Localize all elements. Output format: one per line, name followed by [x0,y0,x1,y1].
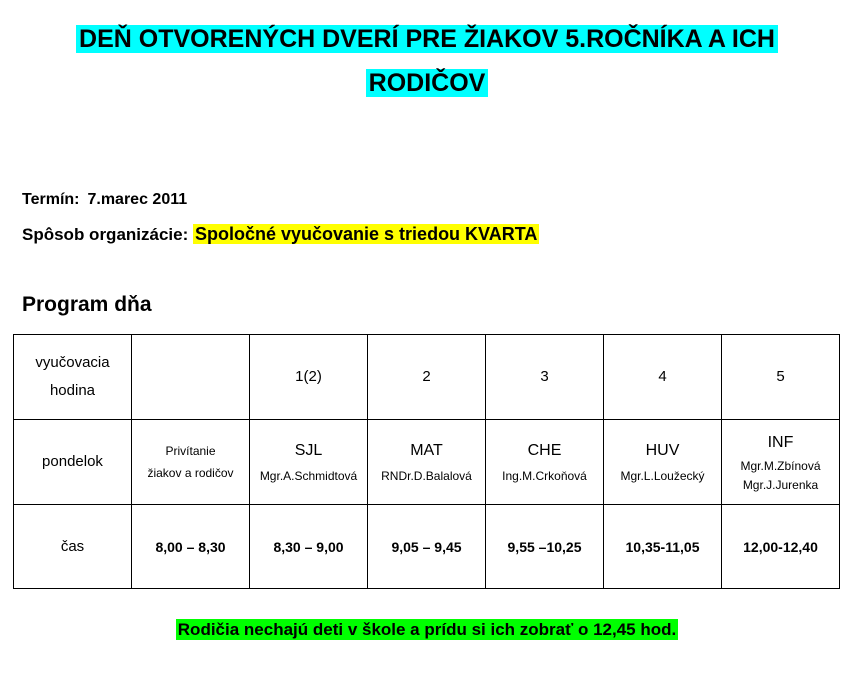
program-heading: Program dňa [22,293,152,316]
label-line: hodina [49,382,96,399]
subject-name: HUV [645,442,680,459]
row-label-hodina [14,335,132,420]
termin-date: 7.marec 2011 [87,191,188,208]
sposob-label: Spôsob organizácie: [22,225,189,244]
table-row-pondelok [14,420,840,505]
welcome-line: Privítanie [165,444,216,458]
termin-line [22,191,187,209]
subject-cell [250,420,368,505]
teacher-name: Mgr.A.Schmidtová [259,469,358,483]
label-line: vyučovacia [35,354,110,371]
hodina-cell: 5 [722,335,840,420]
welcome-cell [132,420,250,505]
time-cell: 12,00-12,40 [722,505,840,589]
title-line-2: RODIČOV [366,69,489,97]
subject-cell [604,420,722,505]
page-title-continued [0,66,854,100]
table-row-cas [14,505,840,589]
hodina-cell: 2 [368,335,486,420]
time-cell: 9,05 – 9,45 [368,505,486,589]
teacher-name: Mgr.J.Jurenka [742,478,819,492]
time-cell: 8,00 – 8,30 [132,505,250,589]
schedule-table [13,334,840,589]
subject-cell [368,420,486,505]
row-label-pondelok: pondelok [14,420,132,505]
footer-text: Rodičia nechajú deti v škole a prídu si ich zobrať o 12,45 hod. [177,620,677,639]
subject-name: MAT [410,442,443,459]
footer-note [0,620,854,640]
hodina-cell: 4 [604,335,722,420]
subject-name: SJL [294,442,323,459]
table-row-hodina [14,335,840,420]
hodina-cell: 1(2) [250,335,368,420]
teacher-name: Ing.M.Crkoňová [502,469,587,483]
time-cell: 9,55 –10,25 [486,505,604,589]
teacher-name: RNDr.D.Balalová [381,469,472,483]
hodina-cell: 3 [486,335,604,420]
subject-name: INF [767,434,794,451]
subject-cell [722,420,840,505]
page-title [0,22,854,56]
sposob-line [22,224,539,245]
title-line-1: DEŇ OTVORENÝCH DVERÍ PRE ŽIAKOV 5.ROČNÍKA A ICH [76,25,778,53]
subject-cell [486,420,604,505]
subject-name: CHE [527,442,562,459]
sposob-value: Spoločné vyučovanie s triedou KVARTA [194,224,538,244]
time-cell: 8,30 – 9,00 [250,505,368,589]
row-label-cas: čas [14,505,132,589]
teacher-name: Mgr.L.Loužecký [620,469,705,483]
time-cell: 10,35-11,05 [604,505,722,589]
teacher-name: Mgr.M.Zbínová [740,459,821,473]
hodina-cell [132,335,250,420]
termin-label: Termín: [22,191,80,208]
welcome-line: žiakov a rodičov [147,466,234,480]
